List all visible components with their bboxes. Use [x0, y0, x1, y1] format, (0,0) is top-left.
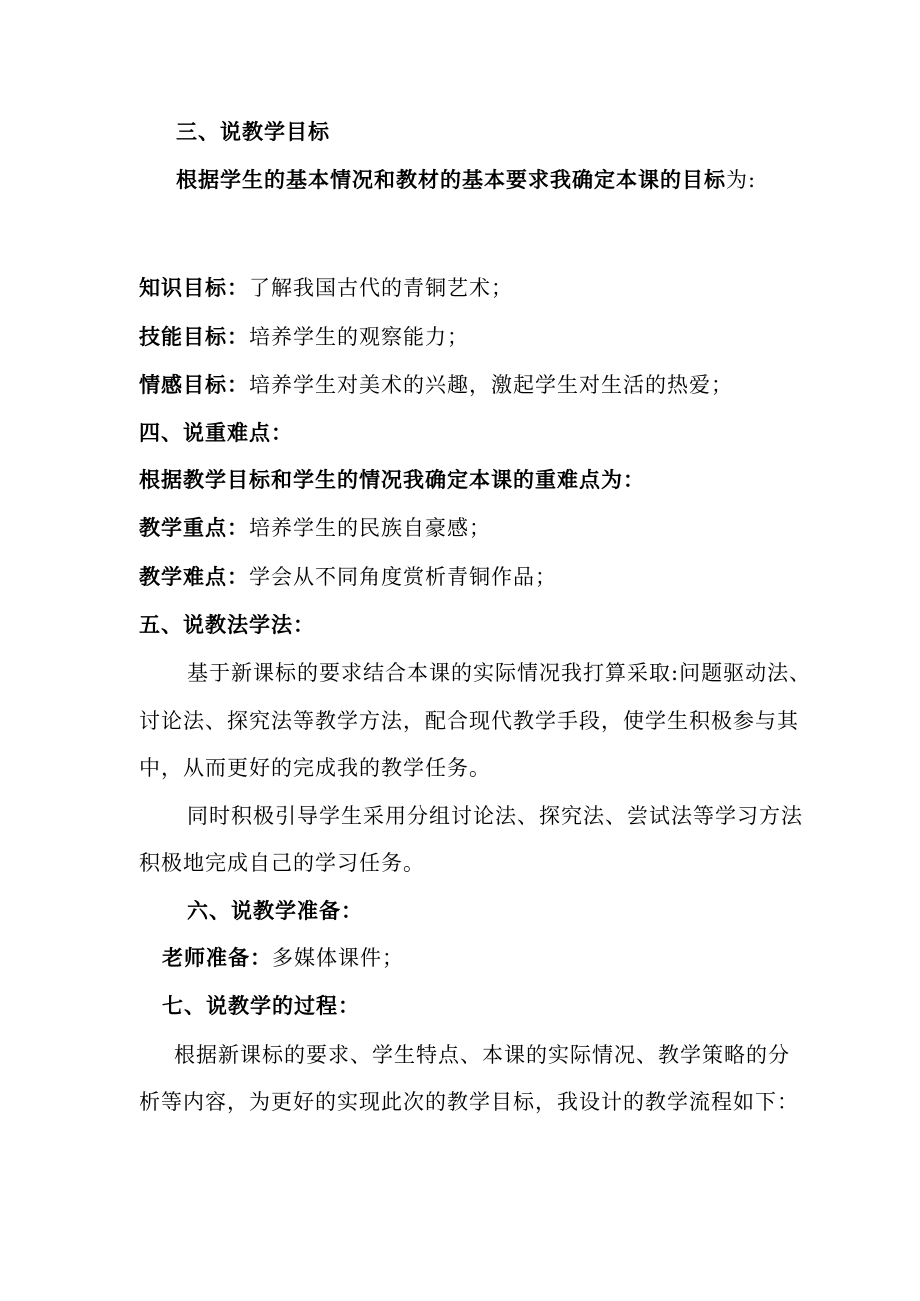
method-paragraph-line: 基于新课标的要求结合本课的实际情况我打算采取:问题驱动法、 — [187, 661, 812, 685]
goal-emotion — [139, 370, 733, 400]
section-4-heading: 四、说重难点： — [139, 420, 293, 445]
process-paragraph-line: 根据新课标的要求、学生特点、本课的实际情况、教学策略的分 — [174, 1043, 790, 1067]
method-paragraph-line: 讨论法、探究法等教学方法，配合现代教学手段，使学生积极参与其 — [139, 709, 799, 733]
goal-label: 技能目标： — [139, 324, 249, 349]
teacher-preparation — [162, 943, 404, 973]
preparation-label: 老师准备： — [162, 945, 272, 970]
section-4-intro: 根据教学目标和学生的情况我确定本课的重难点为： — [139, 467, 645, 492]
goal-text: 培养学生对美术的兴趣，激起学生对生活的热爱； — [249, 373, 733, 397]
preparation-text: 多媒体课件； — [272, 946, 404, 970]
method-paragraph-line: 中，从而更好的完成我的教学任务。 — [139, 756, 491, 780]
method-paragraph-line: 同时积极引导学生采用分组讨论法、探究法、尝试法等学习方法 — [187, 804, 803, 828]
keypoint-difficulty — [139, 562, 557, 592]
section-3-heading: 三、说教学目标 — [176, 119, 330, 144]
keypoint-focus — [139, 513, 491, 543]
section-3-intro — [176, 165, 756, 195]
goal-text: 了解我国古代的青铜艺术； — [249, 276, 513, 300]
keypoint-text: 学会从不同角度赏析青铜作品； — [249, 565, 557, 589]
process-paragraph-line: 析等内容，为更好的实现此次的教学目标，我设计的教学流程如下： — [139, 1090, 799, 1114]
section-7-heading: 七、说教学的过程： — [162, 993, 360, 1018]
goal-text: 培养学生的观察能力； — [249, 325, 469, 349]
keypoint-text: 培养学生的民族自豪感； — [249, 516, 491, 540]
section-5-heading: 五、说教法学法： — [139, 612, 315, 637]
keypoint-label: 教学难点： — [139, 564, 249, 589]
goal-skill — [139, 322, 469, 352]
goal-label: 情感目标： — [139, 372, 249, 397]
keypoint-label: 教学重点： — [139, 515, 249, 540]
method-paragraph-line: 积极地完成自己的学习任务。 — [139, 851, 425, 875]
goal-knowledge — [139, 273, 513, 303]
section-3-intro-tail: 为: — [726, 168, 757, 192]
goal-label: 知识目标： — [139, 275, 249, 300]
section-3-intro-text: 根据学生的基本情况和教材的基本要求我确定本课的目标 — [176, 167, 726, 192]
section-6-heading: 六、说教学准备： — [187, 898, 363, 923]
